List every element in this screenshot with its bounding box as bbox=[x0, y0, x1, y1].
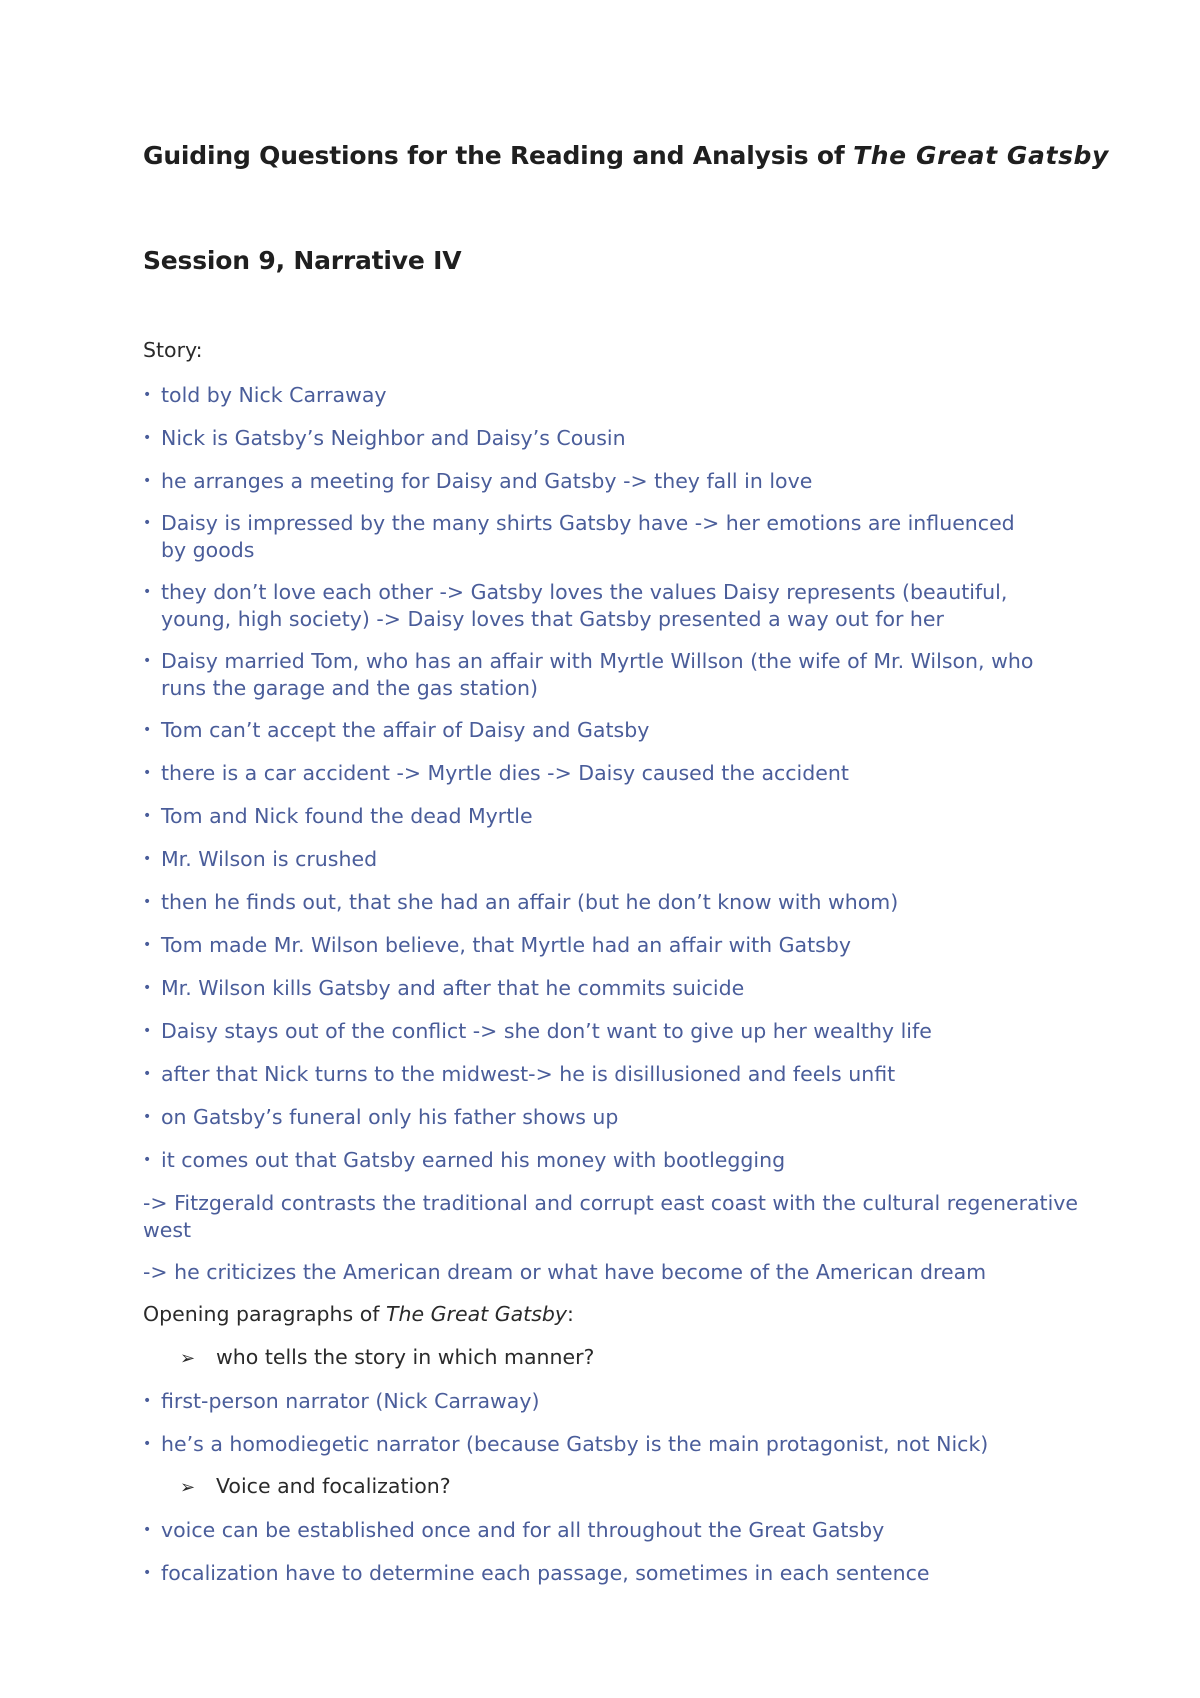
arrowhead-icon: ➢ bbox=[180, 1477, 196, 1498]
question-heading: ➢ Voice and focalization? bbox=[180, 1474, 451, 1498]
answer-bullet: • first-person narrator (Nick Carraway) bbox=[143, 1389, 540, 1413]
answer-bullet: • voice can be established once and for all throughout the Great Gatsby bbox=[143, 1518, 885, 1542]
bullet-dot: • bbox=[143, 808, 152, 824]
bullet-dot: • bbox=[143, 1565, 152, 1581]
bullet-dot: • bbox=[143, 515, 152, 531]
story-bullet: • then he finds out, that she had an affair (but he don’t know with whom) bbox=[143, 890, 899, 914]
conclusion-line: -> he criticizes the American dream or what have become of the American dream bbox=[143, 1260, 987, 1284]
story-bullet: • there is a car accident -> Myrtle dies -> Daisy caused the accident bbox=[143, 761, 849, 785]
opening-heading: Opening paragraphs of The Great Gatsby: bbox=[143, 1302, 574, 1326]
bullet-dot: • bbox=[143, 937, 152, 953]
bullet-dot: • bbox=[143, 1109, 152, 1125]
session-heading: Session 9, Narrative IV bbox=[143, 246, 462, 275]
story-bullet: • Tom and Nick found the dead Myrtle bbox=[143, 804, 533, 828]
story-bullet: • told by Nick Carraway bbox=[143, 383, 387, 407]
story-label: Story: bbox=[143, 338, 203, 362]
bullet-dot: • bbox=[143, 1522, 152, 1538]
answer-bullet: • focalization have to determine each passage, sometimes in each sentence bbox=[143, 1561, 930, 1585]
bullet-dot: • bbox=[143, 653, 152, 669]
bullet-dot: • bbox=[143, 1023, 152, 1039]
bullet-dot: • bbox=[143, 1436, 152, 1452]
bullet-dot: • bbox=[143, 430, 152, 446]
bullet-dot: • bbox=[143, 980, 152, 996]
bullet-dot: • bbox=[143, 387, 152, 403]
story-bullet: • Mr. Wilson is crushed bbox=[143, 847, 378, 871]
title-text: Guiding Questions for the Reading and Analysis of bbox=[143, 141, 854, 170]
story-bullet: • Mr. Wilson kills Gatsby and after that he commits suicide bbox=[143, 976, 745, 1000]
story-bullet: • he arranges a meeting for Daisy and Gatsby -> they fall in love bbox=[143, 469, 813, 493]
story-bullet: • it comes out that Gatsby earned his money with bootlegging bbox=[143, 1148, 786, 1172]
story-bullet: • on Gatsby’s funeral only his father shows up bbox=[143, 1105, 619, 1129]
story-bullet: • Daisy married Tom, who has an affair with Myrtle Willson (the wife of Mr. Wilson, who runs the garage and the gas station) bbox=[143, 649, 1034, 700]
story-bullet: • they don’t love each other -> Gatsby loves the values Daisy represents (beautiful, young, high society) -> Daisy loves that Gatsby presented a way out for her bbox=[143, 580, 1008, 631]
bullet-dot: • bbox=[143, 765, 152, 781]
arrowhead-icon: ➢ bbox=[180, 1348, 196, 1369]
bullet-dot: • bbox=[143, 1393, 152, 1409]
bullet-dot: • bbox=[143, 473, 152, 489]
story-bullet: • Nick is Gatsby’s Neighbor and Daisy’s Cousin bbox=[143, 426, 626, 450]
story-bullet: • Tom can’t accept the affair of Daisy and Gatsby bbox=[143, 718, 650, 742]
opening-book-title: The Great Gatsby bbox=[386, 1302, 568, 1326]
conclusion-line: -> Fitzgerald contrasts the traditional and corrupt east coast with the cultural regenerative west bbox=[143, 1191, 1079, 1242]
story-bullet: • Tom made Mr. Wilson believe, that Myrtle had an affair with Gatsby bbox=[143, 933, 851, 957]
bullet-dot: • bbox=[143, 584, 152, 600]
bullet-dot: • bbox=[143, 851, 152, 867]
document-title bbox=[143, 141, 1109, 170]
bullet-dot: • bbox=[143, 1152, 152, 1168]
bullet-dot: • bbox=[143, 722, 152, 738]
story-bullet: • Daisy is impressed by the many shirts Gatsby have -> her emotions are influenced by goods bbox=[143, 511, 1015, 562]
story-bullet: • Daisy stays out of the conflict -> she don’t want to give up her wealthy life bbox=[143, 1019, 932, 1043]
title-book: The Great Gatsby bbox=[853, 141, 1109, 170]
answer-bullet: • he’s a homodiegetic narrator (because Gatsby is the main protagonist, not Nick) bbox=[143, 1432, 989, 1456]
story-bullet: • after that Nick turns to the midwest-> he is disillusioned and feels unfit bbox=[143, 1062, 896, 1086]
bullet-dot: • bbox=[143, 894, 152, 910]
question-heading: ➢ who tells the story in which manner? bbox=[180, 1345, 595, 1369]
bullet-dot: • bbox=[143, 1066, 152, 1082]
